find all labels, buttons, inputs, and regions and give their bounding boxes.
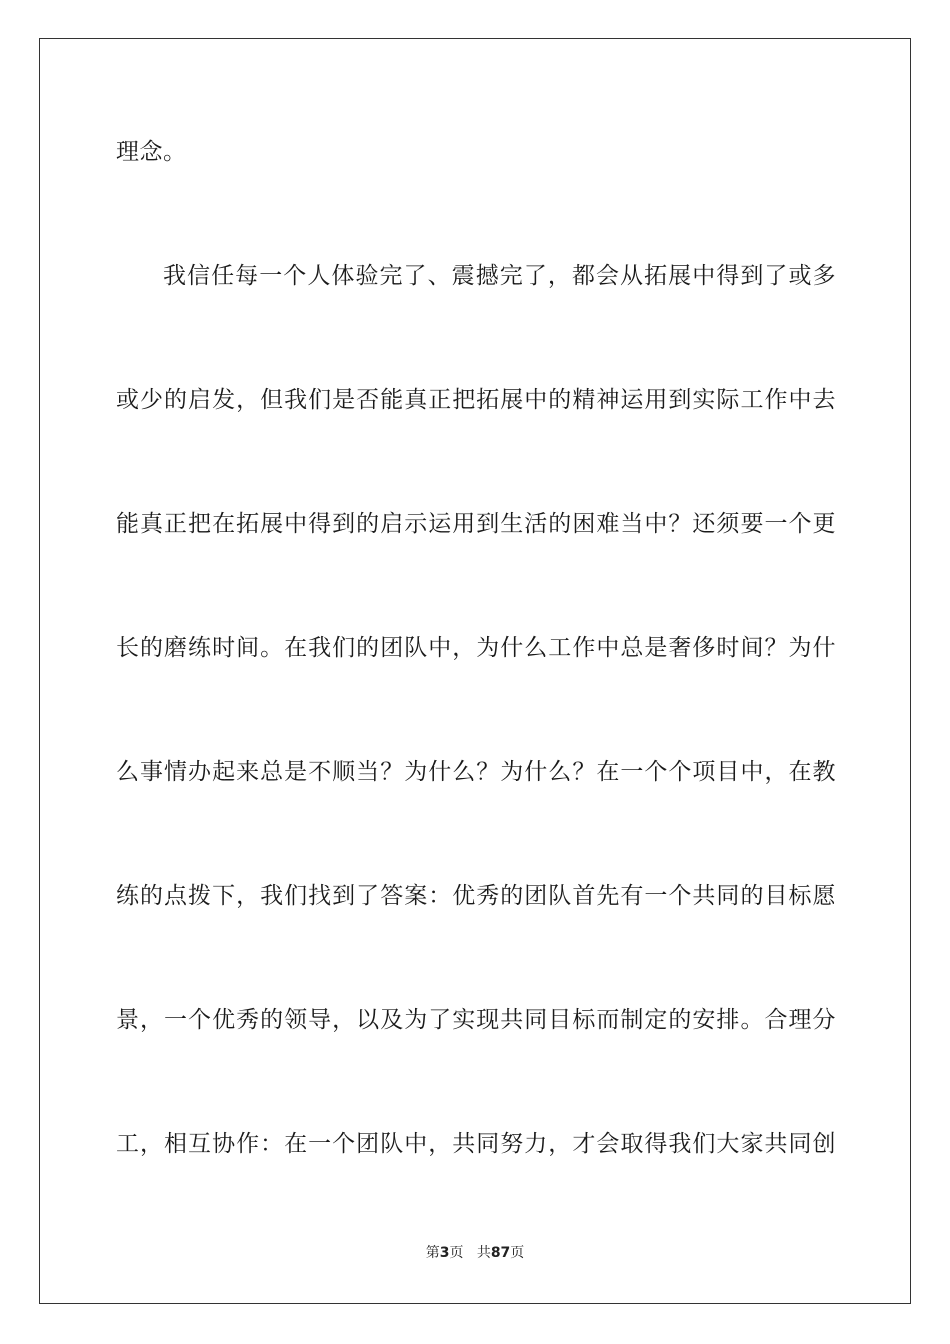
footer-total-suffix: 页 xyxy=(510,1245,525,1261)
text-line-6: 么事情办起来总是不顺当？为什么？为什么？在一个个项目中，在教 xyxy=(116,759,836,785)
text-line-5: 长的磨练时间。在我们的团队中，为什么工作中总是奢侈时间？为什 xyxy=(116,635,836,661)
text-line-7: 练的点拨下，我们找到了答案：优秀的团队首先有一个共同的目标愿 xyxy=(116,883,836,909)
footer-page-number: 3 xyxy=(439,1245,450,1261)
text-line-2: 我信任每一个人体验完了、震撼完了，都会从拓展中得到了或多 xyxy=(163,263,836,289)
footer-page-suffix: 页 xyxy=(449,1245,464,1261)
text-line-4: 能真正把在拓展中得到的启示运用到生活的困难当中？还须要一个更 xyxy=(116,511,836,537)
text-line-3: 或少的启发，但我们是否能真正把拓展中的精神运用到实际工作中去 xyxy=(116,387,836,413)
page-footer xyxy=(0,1244,950,1262)
text-line-8: 景，一个优秀的领导，以及为了实现共同目标而制定的安排。合理分 xyxy=(116,1007,836,1033)
text-line-1: 理念。 xyxy=(116,139,187,165)
page-border xyxy=(39,38,911,1304)
footer-total-prefix: 共 xyxy=(476,1245,491,1261)
footer-page-prefix: 第 xyxy=(425,1245,440,1261)
footer-total-pages: 87 xyxy=(490,1245,511,1261)
text-line-9: 工，相互协作：在一个团队中，共同努力，才会取得我们大家共同创 xyxy=(116,1131,836,1157)
